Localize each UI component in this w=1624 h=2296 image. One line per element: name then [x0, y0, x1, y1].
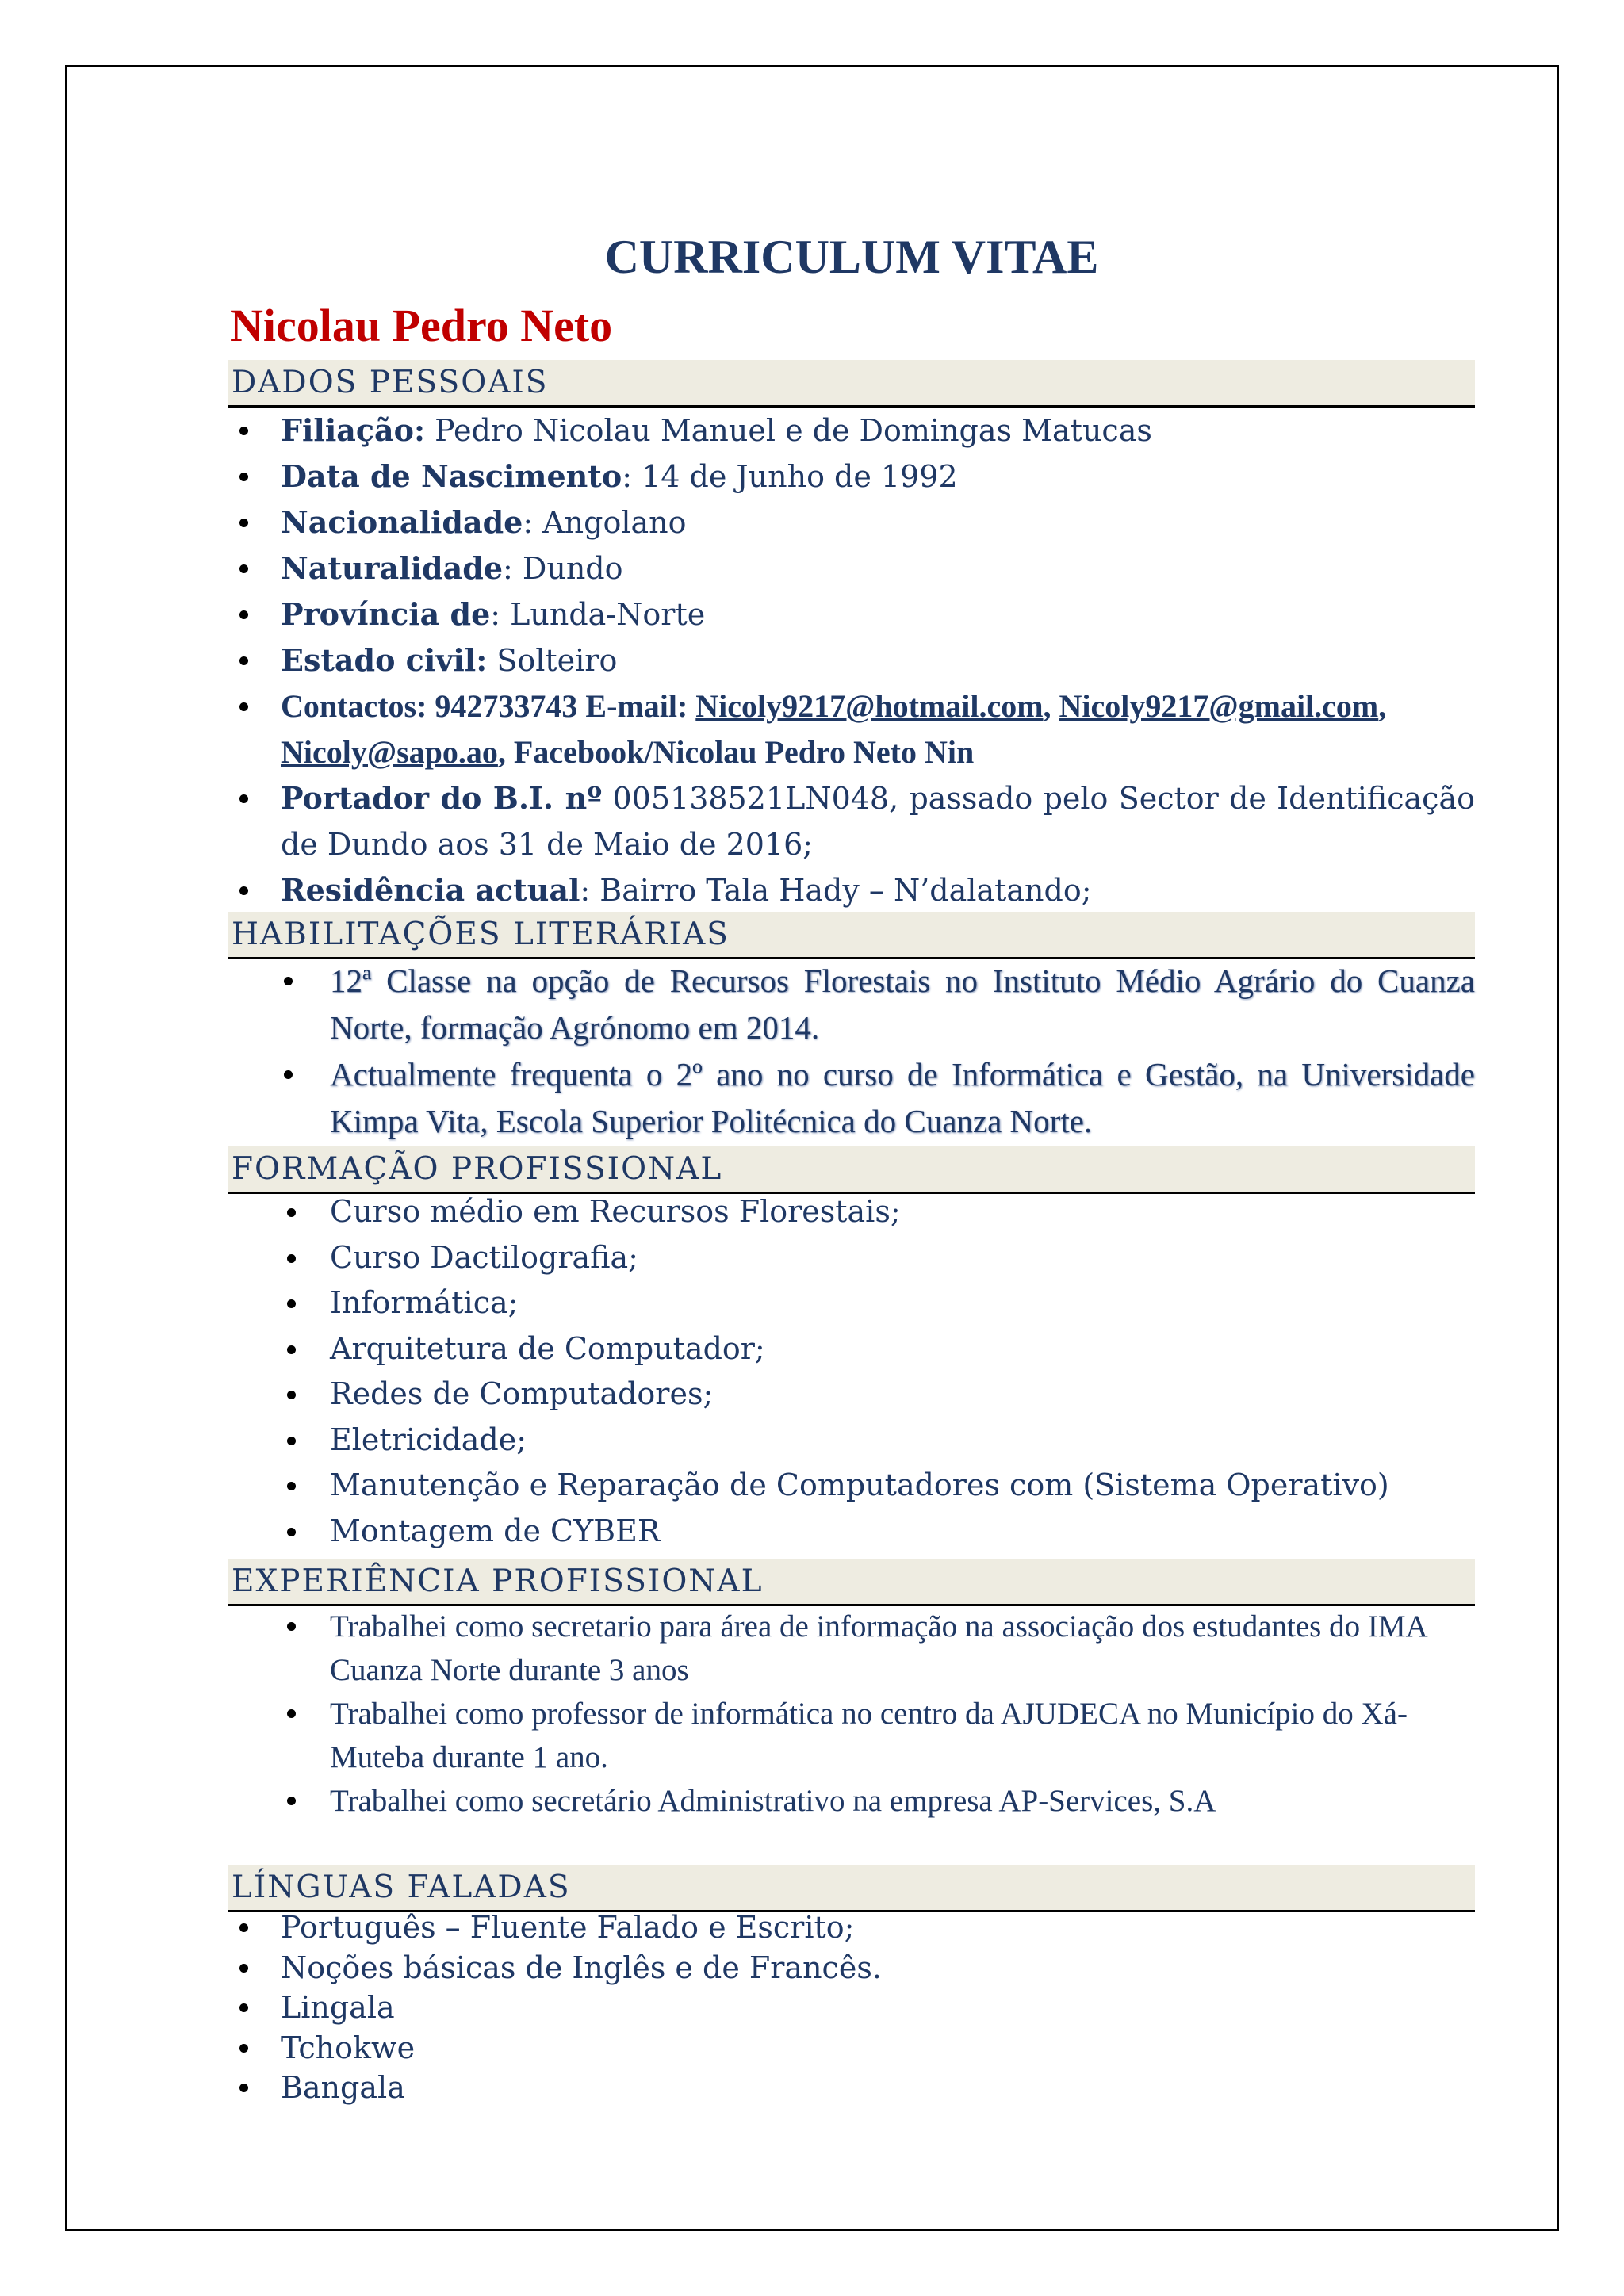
- list-item-nascimento: [228, 453, 1475, 499]
- contactos-prefix: Contactos: 942733743 E-mail:: [281, 688, 696, 724]
- document-title: CURRICULUM VITAE: [604, 231, 1099, 283]
- list-item-provincia: [228, 591, 1475, 637]
- nascimento-value: : 14 de Junho de 1992: [622, 459, 958, 494]
- residencia-label: Residência actual: [281, 872, 580, 908]
- filiacao-value: Pedro Nicolau Manuel e de Domingas Matucas: [425, 413, 1152, 448]
- list-item: Arquitetura de Computador;: [279, 1326, 1475, 1372]
- list-item-residencia: [228, 867, 1475, 913]
- list-item-naturalidade: [228, 545, 1475, 591]
- email-link-hotmail[interactable]: Nicoly9217@hotmail.com: [695, 688, 1044, 724]
- list-item: Informática;: [279, 1280, 1475, 1326]
- list-item-filiacao: [228, 408, 1475, 453]
- list-item: 12ª Classe na opção de Recursos Florestais no Instituto Médio Agrário do Cuanza Norte, formação Agrónomo em 2014.: [278, 958, 1475, 1051]
- provincia-value: : Lunda-Norte: [490, 597, 706, 632]
- list-item: Lingala: [228, 1988, 1475, 2028]
- list-item: Curso Dactilografia;: [279, 1235, 1475, 1281]
- list-item-estado-civil: [228, 637, 1475, 683]
- bi-label: Portador do B.I. nº: [281, 780, 603, 816]
- nacionalidade-label: Nacionalidade: [281, 504, 523, 540]
- list-item: Trabalhei como secretário Administrativo na empresa AP-Services, S.A: [279, 1779, 1475, 1823]
- list-item: Trabalhei como professor de informática no centro da AJUDECA no Município do Xá-Muteba durante 1 ano.: [279, 1692, 1475, 1779]
- list-item: Actualmente frequenta o 2º ano no curso de Informática e Gestão, na Universidade Kimpa Vita, Escola Superior Politécnica do Cuanza Norte.: [278, 1051, 1475, 1145]
- email-link-gmail[interactable]: Nicoly9217@gmail.com: [1059, 688, 1379, 724]
- list-item: Montagem de CYBER: [279, 1509, 1475, 1555]
- section-header-dados-pessoais: DADOS PESSOAIS: [228, 360, 1475, 408]
- linguas-list: [228, 1908, 1475, 2108]
- list-item-bi: [228, 775, 1475, 867]
- estado-civil-label: Estado civil:: [281, 642, 488, 678]
- list-item: Bangala: [228, 2068, 1475, 2108]
- list-item: Curso médio em Recursos Florestais;: [279, 1189, 1475, 1235]
- list-item-contactos: [228, 683, 1475, 775]
- list-item: Noções básicas de Inglês e de Francês.: [228, 1948, 1475, 1988]
- nascimento-label: Data de Nascimento: [281, 458, 622, 494]
- email-link-sapo[interactable]: Nicoly@sapo.ao: [281, 734, 498, 770]
- list-item: Tchokwe: [228, 2028, 1475, 2068]
- list-item: Manutenção e Reparação de Computadores com (Sistema Operativo): [279, 1463, 1475, 1509]
- habilitacoes-list: [278, 958, 1475, 1145]
- section-header-habilitacoes: HABILITAÇÕES LITERÁRIAS: [228, 912, 1475, 959]
- contact-separator: ,: [1378, 688, 1387, 724]
- naturalidade-label: Naturalidade: [281, 550, 503, 586]
- facebook-text: , Facebook/Nicolau Pedro Neto Nin: [497, 734, 975, 770]
- list-item: Trabalhei como secretario para área de informação na associação dos estudantes do IMA Cuanza Norte durante 3 anos: [279, 1605, 1475, 1692]
- section-header-experiencia: EXPERIÊNCIA PROFISSIONAL: [228, 1559, 1475, 1606]
- residencia-value: : Bairro Tala Hady – N’dalatando;: [580, 873, 1092, 908]
- formacao-list: [279, 1189, 1475, 1554]
- list-item: Redes de Computadores;: [279, 1372, 1475, 1418]
- nacionalidade-value: : Angolano: [523, 505, 687, 540]
- provincia-label: Província de: [281, 596, 491, 632]
- section-header-formacao: FORMAÇÃO PROFISSIONAL: [228, 1146, 1475, 1194]
- section-header-linguas: LÍNGUAS FALADAS: [228, 1865, 1475, 1912]
- estado-civil-value: Solteiro: [487, 643, 618, 678]
- contact-separator: ,: [1043, 688, 1059, 724]
- filiacao-label: Filiação:: [281, 412, 426, 448]
- candidate-name: Nicolau Pedro Neto: [230, 300, 613, 351]
- list-item: Eletricidade;: [279, 1418, 1475, 1464]
- naturalidade-value: : Dundo: [503, 551, 623, 586]
- list-item: Português – Fluente Falado e Escrito;: [228, 1908, 1475, 1948]
- personal-data-list: [228, 408, 1475, 913]
- bi-value: 005138521LN048, passado pelo Sector de Identificação de Dundo aos 31 de Maio de 2016;: [281, 781, 1475, 862]
- experiencia-list: [279, 1605, 1475, 1823]
- list-item-nacionalidade: [228, 499, 1475, 545]
